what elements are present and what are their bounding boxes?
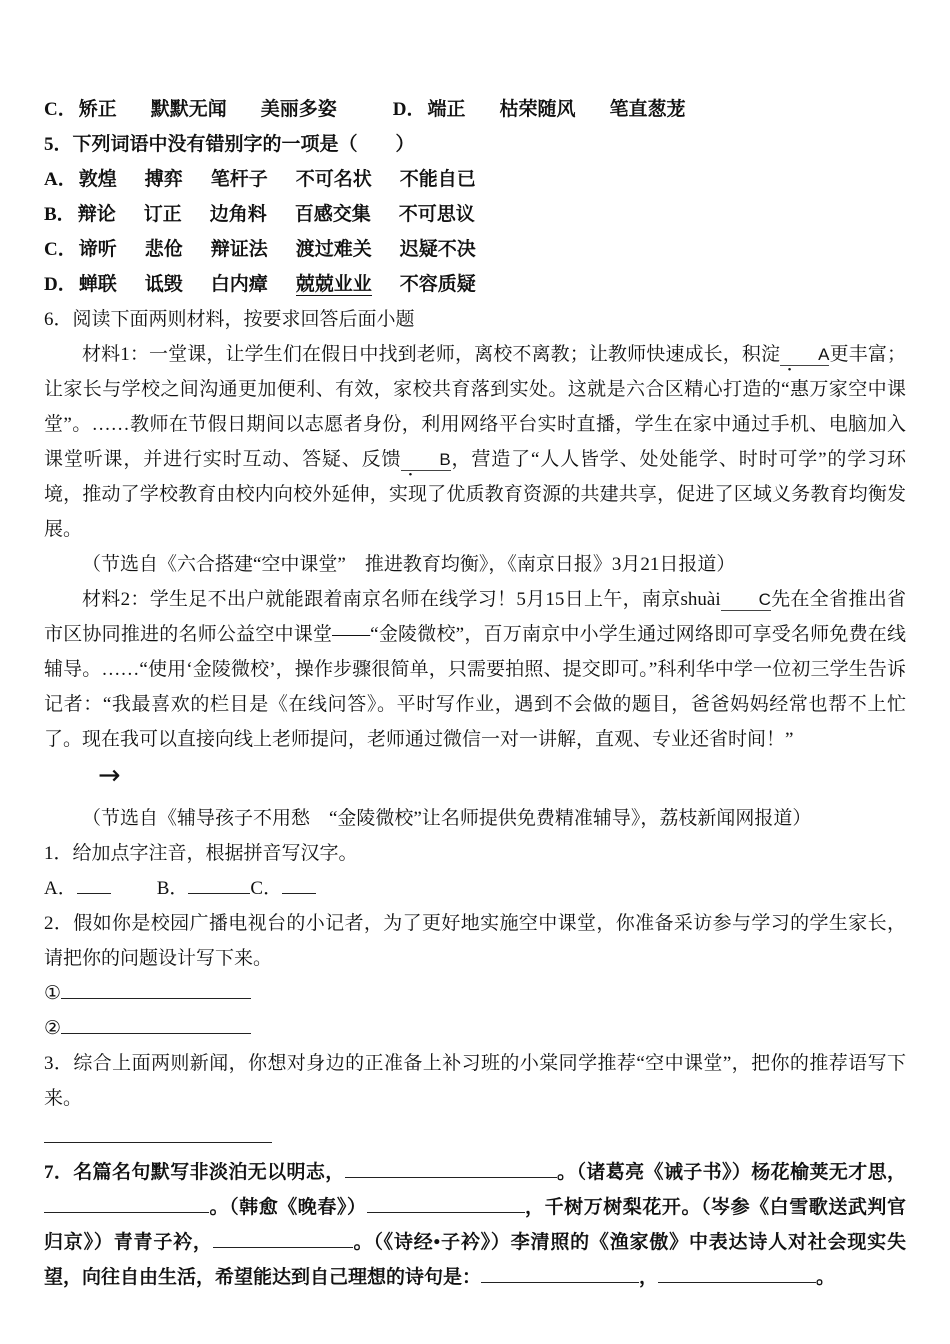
sub1-a-label: A． <box>44 878 77 899</box>
q5-option-a <box>44 162 906 197</box>
q7-blank-4 <box>213 1226 353 1248</box>
q4-option-d-label: D． <box>392 99 426 120</box>
q4-option-c-label: C． <box>44 99 77 120</box>
material2-text: 材料2：学生足不出户就能跟着南京名师在线学习！5月15日上午，南京shuài <box>82 589 721 610</box>
material1-text: ，营造了“人人皆学、处处能学、时时可学”的学习环境，推动了学校教育由校内向校外延伸，实现了优质教育资源的共建共享，促进了区域义务教育均衡发展。 <box>44 449 906 540</box>
material1-text: 材料1：一堂课，让学生们在假日中找到老师，离校不离教；让教师快速成长，积 <box>82 344 761 365</box>
q6-sub1-answer-row <box>44 871 906 906</box>
sub1-b-label: B． <box>156 878 189 899</box>
right-arrow-icon: → <box>98 760 121 791</box>
q5-option-c-word: 迟疑不决 <box>399 239 476 260</box>
q4-option-c-word: 默默无闻 <box>150 99 227 120</box>
q5-option-c-label: C． <box>44 239 77 260</box>
q6-sub3-stem: 3．综合上面两则新闻，你想对身边的正准备上补习班的小棠同学推荐“空中课堂”，把你的推荐语写下来。 <box>44 1053 906 1109</box>
answer-blank-line3 <box>44 1121 272 1143</box>
q7-text: 。（《诗经•子衿》）李清照的《渔家傲》中表达诗人对社会现实失望，向往自由生活，希望能达到自己理想的诗句是： <box>44 1232 906 1288</box>
q5-option-a-label: A． <box>44 169 77 190</box>
material1-paragraph <box>44 337 906 547</box>
q6-stem: 6．阅读下面两则材料，按要求回答后面小题 <box>44 309 415 330</box>
pinyin-blank-a: A <box>780 345 829 366</box>
q6-sub2-stem: 2．假如你是校园广播电视台的小记者，为了更好地实施空中课堂，你准备采访参与学习的学生家长，请把你的问题设计写下来。 <box>44 913 906 969</box>
q5-option-d-word: 诋毁 <box>144 274 183 295</box>
q4-option-d-word: 笔直葱茏 <box>609 99 686 120</box>
q5-option-b-word: 辩论 <box>77 204 116 225</box>
circled-two: ② <box>44 1018 62 1039</box>
q7-paragraph <box>44 1155 906 1295</box>
material2-text: 先在全省推出省市区协同推进的名师公益空中课堂——“金陵微校”，百万南京中小学生通过网络即可享受名师免费在线辅导。……“使用‘金陵微校’，操作步骤很简单，只需要拍照、提交即可。”科利华中学一位初三学生告诉记者：“我最喜欢的栏目是《在线问答》。平时写作业，遇到不会做的题目，爸爸妈妈经常也帮不上忙了。现在我可以直接向线上老师提问，老师通过微信一对一讲解，直观、专业还省时间！” <box>44 589 906 750</box>
q7-text: 。 <box>816 1267 836 1288</box>
answer-blank-line2 <box>61 1012 251 1034</box>
material1-text: 更丰富；让家长与学校之间沟通更加便利、有效，家校共育落到实处。这就是六合区精心打造的“惠万家空中课堂”。……教师在节假日期间以志愿者身份，利用网络平台实时直播，学生在家中通过手机、电脑加入课堂听课，并进行实时互动、答疑、反 <box>44 344 906 470</box>
q5-option-d-label: D． <box>44 274 77 295</box>
q5-option-b-word: 边角料 <box>209 204 267 225</box>
q5-option-b-word: 不可思议 <box>398 204 475 225</box>
q5-option-c-word: 悲伧 <box>144 239 183 260</box>
q5-option-c <box>44 232 906 267</box>
q5-option-d-word: 白内瘴 <box>210 274 268 295</box>
q7-text: ，千树万树梨花开。（岑参《白雪歌送武判官归京》）青青子衿， <box>44 1197 906 1253</box>
q5-option-b-word: 百感交集 <box>294 204 371 225</box>
q7-blank-5 <box>481 1261 639 1283</box>
q5-option-d-word-underlined: 兢兢业业 <box>295 274 372 295</box>
q7-text: 。（韩愈《晚春》） <box>209 1197 367 1218</box>
q4-option-d-word: 枯荣随风 <box>499 99 576 120</box>
q6-sub2-blank1-row <box>44 976 906 1011</box>
material2-source: （节选自《辅导孩子不用愁 “金陵微校”让名师提供免费精准辅导》，荔枝新闻网报道） <box>82 808 812 829</box>
answer-blank-line1 <box>61 977 251 999</box>
q5-stem: 5．下列词语中没有错别字的一项是（ ） <box>44 134 415 155</box>
q5-option-a-word: 不能自已 <box>399 169 476 190</box>
q4-options-row <box>44 92 906 127</box>
q4-option-c-word: 矫正 <box>78 99 117 120</box>
q7-blank-6 <box>658 1261 816 1283</box>
q5-option-d-word: 不容质疑 <box>399 274 476 295</box>
dotted-char-kui: 馈 <box>381 449 402 470</box>
q6-sub3-answer-row <box>44 1120 906 1155</box>
q7-text: 7．名篇名句默写非淡泊无以明志， <box>44 1162 345 1183</box>
q6-sub2-blank2-row <box>44 1011 906 1046</box>
q7-blank-1 <box>345 1156 557 1178</box>
q5-option-a-word: 笔杆子 <box>210 169 268 190</box>
arrow-mark <box>44 757 906 795</box>
answer-blank-b <box>188 872 250 894</box>
q6-sub1-stem: 1．给加点字注音，根据拼音写汉字。 <box>44 843 358 864</box>
q5-option-b-label: B． <box>44 204 76 225</box>
q5-option-c-word: 谛听 <box>78 239 117 260</box>
q7-blank-3 <box>367 1191 525 1213</box>
answer-blank-a <box>77 872 111 894</box>
q5-option-a-word: 敦煌 <box>78 169 117 190</box>
q4-option-c-word: 美丽多姿 <box>260 99 337 120</box>
q5-option-b <box>44 197 906 232</box>
q4-option-d-word: 端正 <box>427 99 466 120</box>
sub1-c-label: C． <box>250 878 283 899</box>
q5-option-d <box>44 267 906 302</box>
pinyin-blank-b: B <box>401 450 450 471</box>
q7-blank-2 <box>44 1191 209 1213</box>
circled-one: ① <box>44 983 62 1004</box>
hanzi-blank-c: C <box>721 590 771 611</box>
material1-source: （节选自《六合搭建“空中课堂” 推进教育均衡》，《南京日报》3月21日报道） <box>82 554 736 575</box>
q5-option-c-word: 渡过难关 <box>295 239 372 260</box>
q5-option-a-word: 搏弈 <box>144 169 183 190</box>
dotted-char-dian: 淀 <box>761 344 781 365</box>
material2-paragraph <box>44 582 906 757</box>
q7-text: ， <box>639 1267 659 1288</box>
q5-option-b-word: 订正 <box>143 204 182 225</box>
q5-option-a-word: 不可名状 <box>295 169 372 190</box>
q5-option-d-word: 蝉联 <box>78 274 117 295</box>
q5-option-c-word: 辩证法 <box>210 239 268 260</box>
answer-blank-c <box>282 872 316 894</box>
q7-text: 。（诸葛亮《诫子书》）杨花榆荚无才思， <box>556 1162 906 1183</box>
